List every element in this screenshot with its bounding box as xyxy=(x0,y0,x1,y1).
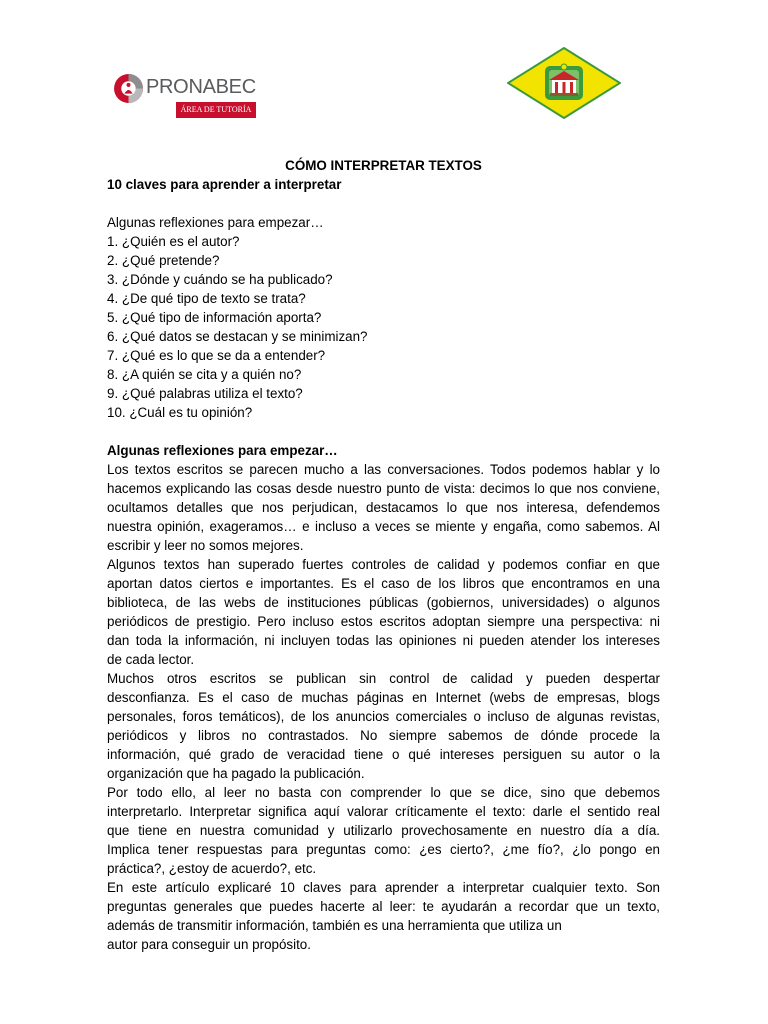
paragraph-line: Los textos escritos se parecen mucho a las conversaciones. Todos podemos hablar y lo xyxy=(107,462,660,477)
pronabec-logo xyxy=(113,70,259,120)
document-body xyxy=(107,156,660,954)
paragraph-line: periódicos y libros no contrastados. No siempre sabemos de dónde procede la xyxy=(107,728,660,743)
paragraph-line: nuestra opinión, exageramos… e incluso a veces se miente y engaña, como sabemos. Al xyxy=(107,519,660,534)
paragraph xyxy=(107,878,660,935)
paragraph xyxy=(107,555,660,669)
paragraph-line: Implica tener respuestas para preguntas como: ¿es cierto?, ¿me fío?, ¿lo pongo en xyxy=(107,842,660,857)
logo-brand-text: PRONABEC xyxy=(146,76,256,98)
yellow-diamond-emblem-icon xyxy=(507,47,621,119)
paragraph-line: Algunos textos han superado fuertes controles de calidad y podemos confiar en que xyxy=(107,557,660,572)
question-list xyxy=(107,232,660,422)
paragraph-line: información, qué grado de veracidad tiene o qué intereses persiguen su autor o la xyxy=(107,747,660,762)
section-heading: Algunas reflexiones para empezar… xyxy=(107,443,338,458)
paragraph-line: Por todo ello, al leer no basta con comprender lo que se dice, sino que debemos xyxy=(107,785,660,800)
paragraph-line: biblioteca, de las webs de instituciones públicas (gobiernos, universidades) o algunos xyxy=(107,595,660,610)
pronabec-emblem-icon xyxy=(113,73,144,104)
question-item: 2. ¿Qué pretende? xyxy=(107,253,220,268)
paragraph xyxy=(107,460,660,555)
paragraph-line: personales, foros temáticos), de los anuncios comerciales o incluso de algunas revistas, xyxy=(107,709,660,724)
paragraph-line: desconfianza. Es el caso de muchas páginas en Internet (webs de empresas, blogs xyxy=(107,690,660,705)
paragraph xyxy=(107,669,660,783)
paragraph-line: dan toda la información, ni incluyen todas las opiniones ni pueden atender los intereses xyxy=(107,633,660,648)
paragraph-line: además de transmitir información, también es una herramienta que utiliza un xyxy=(107,918,562,933)
paragraph-line: organización que ha pagado la publicación. xyxy=(107,766,365,781)
question-item: 9. ¿Qué palabras utiliza el texto? xyxy=(107,386,303,401)
paragraph-line: aportan datos ciertos e importantes. Es el caso de los libros que encontramos en una xyxy=(107,576,660,591)
paragraph-line: En este artículo explicaré 10 claves para aprender a interpretar cualquier texto. Son xyxy=(107,880,660,895)
question-item: 7. ¿Qué es lo que se da a entender? xyxy=(107,348,326,363)
paragraph-line: interpretarlo. Interpretar significa aquí valorar críticamente el texto: darle el sentido real xyxy=(107,804,660,819)
paragraph-line: práctica?, ¿estoy de acuerdo?, etc. xyxy=(107,861,317,876)
question-item: 6. ¿Qué datos se destacan y se minimizan? xyxy=(107,329,368,344)
logo-tagline: ÁREA DE TUTORÍA xyxy=(176,102,256,118)
question-item: 8. ¿A quién se cita y a quién no? xyxy=(107,367,302,382)
paragraph-line: preguntas generales que puedes hacerte al leer: te ayudarán a recordar que un texto, xyxy=(107,899,660,914)
intro-label: Algunas reflexiones para empezar… xyxy=(107,215,324,230)
spacer xyxy=(107,422,660,441)
question-item: 5. ¿Qué tipo de información aporta? xyxy=(107,310,322,325)
document-subtitle: 10 claves para aprender a interpretar xyxy=(107,177,342,192)
paragraph-line: autor para conseguir un propósito. xyxy=(107,937,311,952)
paragraph-line: Muchos otros escritos se publican sin control de calidad y pueden despertar xyxy=(107,671,660,686)
paragraph-line: hacemos explicando las cosas desde nuestro punto de vista: decimos lo que nos conviene, xyxy=(107,481,660,496)
question-item: 4. ¿De qué tipo de texto se trata? xyxy=(107,291,306,306)
document-title: CÓMO INTERPRETAR TEXTOS xyxy=(285,158,482,173)
spacer xyxy=(107,194,660,213)
paragraph-line: ocultamos detalles que nos perjudican, destacamos lo que nos interesa, defendemos xyxy=(107,500,660,515)
question-item: 3. ¿Dónde y cuándo se ha publicado? xyxy=(107,272,333,287)
question-item: 10. ¿Cuál es tu opinión? xyxy=(107,405,253,420)
paragraph-line: periódicos de prestigio. Pero incluso estos escritos adoptan siempre una perspectiva: ni xyxy=(107,614,660,629)
question-item: 1. ¿Quién es el autor? xyxy=(107,234,240,249)
institution-logo xyxy=(507,47,621,119)
paragraph-line: de cada lector. xyxy=(107,652,195,667)
paragraph-line: escribir y leer no somos mejores. xyxy=(107,538,304,553)
paragraph-line: que tiene en nuestra comunidad y utilizarlo provechosamente en nuestro día a día. xyxy=(107,823,660,838)
paragraph xyxy=(107,783,660,878)
paragraph xyxy=(107,935,660,954)
